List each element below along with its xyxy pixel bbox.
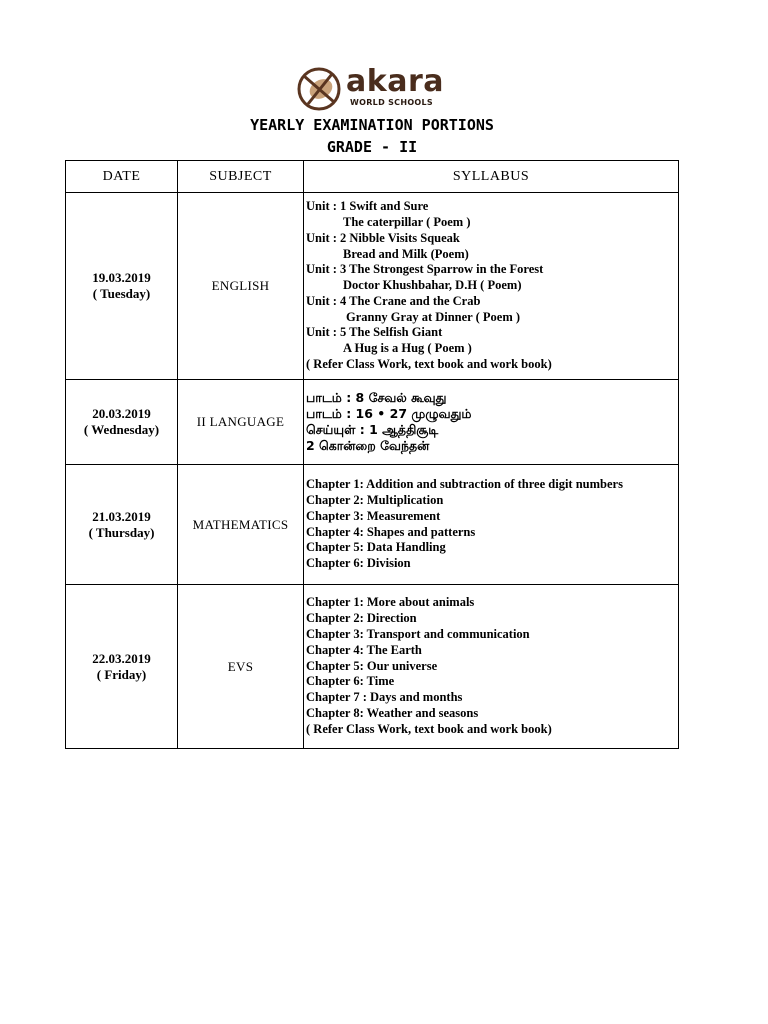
syllabus-line: Unit : 5 The Selfish Giant — [306, 325, 443, 340]
syllabus-line: Chapter 4: Shapes and patterns — [306, 524, 476, 539]
exam-schedule-table — [65, 160, 679, 749]
syllabus-cell — [304, 380, 679, 465]
syllabus-line: Chapter 6: Division — [306, 556, 411, 571]
syllabus-line: Chapter 7 : Days and months — [306, 690, 463, 705]
exam-date: 21.03.2019 — [92, 508, 151, 524]
table-row — [66, 193, 679, 380]
date-cell — [66, 585, 178, 749]
exam-date: 22.03.2019 — [92, 650, 151, 666]
column-header-syllabus: SYLLABUS — [304, 161, 679, 193]
syllabus-line: ( Refer Class Work, text book and work book) — [306, 357, 552, 372]
syllabus-line: Chapter 5: Our universe — [306, 658, 438, 673]
syllabus-line: பாடம் : 16 • 27 முழுவதும் — [306, 406, 472, 422]
syllabus-cell — [304, 585, 679, 749]
date-cell — [66, 465, 178, 585]
subject-cell: ENGLISH — [178, 193, 304, 380]
exam-day: ( Thursday) — [88, 524, 155, 540]
syllabus-line: Chapter 4: The Earth — [306, 642, 422, 657]
logo-subtitle: WORLD SCHOOLS — [350, 98, 433, 107]
syllabus-line: Chapter 1: Addition and subtraction of three digit numbers — [306, 477, 623, 492]
syllabus-line: Unit : 2 Nibble Visits Squeak — [306, 230, 460, 245]
logo-wordmark: akara — [346, 64, 444, 99]
syllabus-line: Doctor Khushbahar, D.H ( Poem) — [343, 278, 522, 293]
syllabus-line: Chapter 3: Measurement — [306, 508, 441, 523]
subject-cell: MATHEMATICS — [178, 465, 304, 585]
table-header-row — [66, 161, 679, 193]
syllabus-line: Chapter 5: Data Handling — [306, 540, 446, 555]
date-cell — [66, 193, 178, 380]
syllabus-line: ( Refer Class Work, text book and work book) — [306, 721, 552, 736]
syllabus-line: Bread and Milk (Poem) — [343, 246, 469, 261]
syllabus-line: Granny Gray at Dinner ( Poem ) — [346, 309, 521, 324]
school-logo — [296, 66, 446, 112]
syllabus-line: Unit : 3 The Strongest Sparrow in the Forest — [306, 262, 544, 277]
syllabus-line: Chapter 8: Weather and seasons — [306, 705, 479, 720]
syllabus-cell — [304, 193, 679, 380]
exam-day: ( Friday) — [96, 666, 147, 682]
column-header-date: DATE — [66, 161, 178, 193]
page-title: YEARLY EXAMINATION PORTIONS — [250, 116, 494, 134]
syllabus-line: 2 கொன்றை வேந்தன் — [306, 437, 430, 453]
exam-day: ( Wednesday) — [83, 422, 160, 437]
syllabus-line: Chapter 6: Time — [306, 674, 395, 689]
syllabus-line: Chapter 2: Direction — [306, 611, 417, 626]
syllabus-line: The caterpillar ( Poem ) — [343, 214, 471, 229]
syllabus-line: Unit : 1 Swift and Sure — [306, 199, 429, 214]
table-row — [66, 465, 679, 585]
syllabus-line: Chapter 1: More about animals — [306, 595, 475, 610]
subject-cell: II LANGUAGE — [178, 380, 304, 465]
syllabus-cell — [304, 465, 679, 585]
syllabus-line: Chapter 3: Transport and communication — [306, 627, 530, 641]
syllabus-line: Unit : 4 The Crane and the Crab — [306, 293, 481, 308]
date-cell — [66, 380, 178, 465]
syllabus-line: பாடம் : 8 சேவல் கூவுது — [306, 390, 447, 406]
exam-day: ( Tuesday) — [92, 286, 151, 301]
exam-date: 20.03.2019 — [92, 406, 151, 421]
syllabus-line: செய்யுள் : 1 ஆத்திசூடி — [306, 422, 439, 437]
table-row — [66, 585, 679, 749]
syllabus-line: Chapter 2: Multiplication — [306, 492, 444, 507]
subject-cell: EVS — [178, 585, 304, 749]
column-header-subject: SUBJECT — [178, 161, 304, 193]
akara-logo-icon — [296, 66, 342, 112]
table-row — [66, 380, 679, 465]
exam-date: 19.03.2019 — [92, 270, 151, 285]
grade-title: GRADE - II — [326, 138, 418, 156]
syllabus-line: A Hug is a Hug ( Poem ) — [343, 341, 472, 356]
